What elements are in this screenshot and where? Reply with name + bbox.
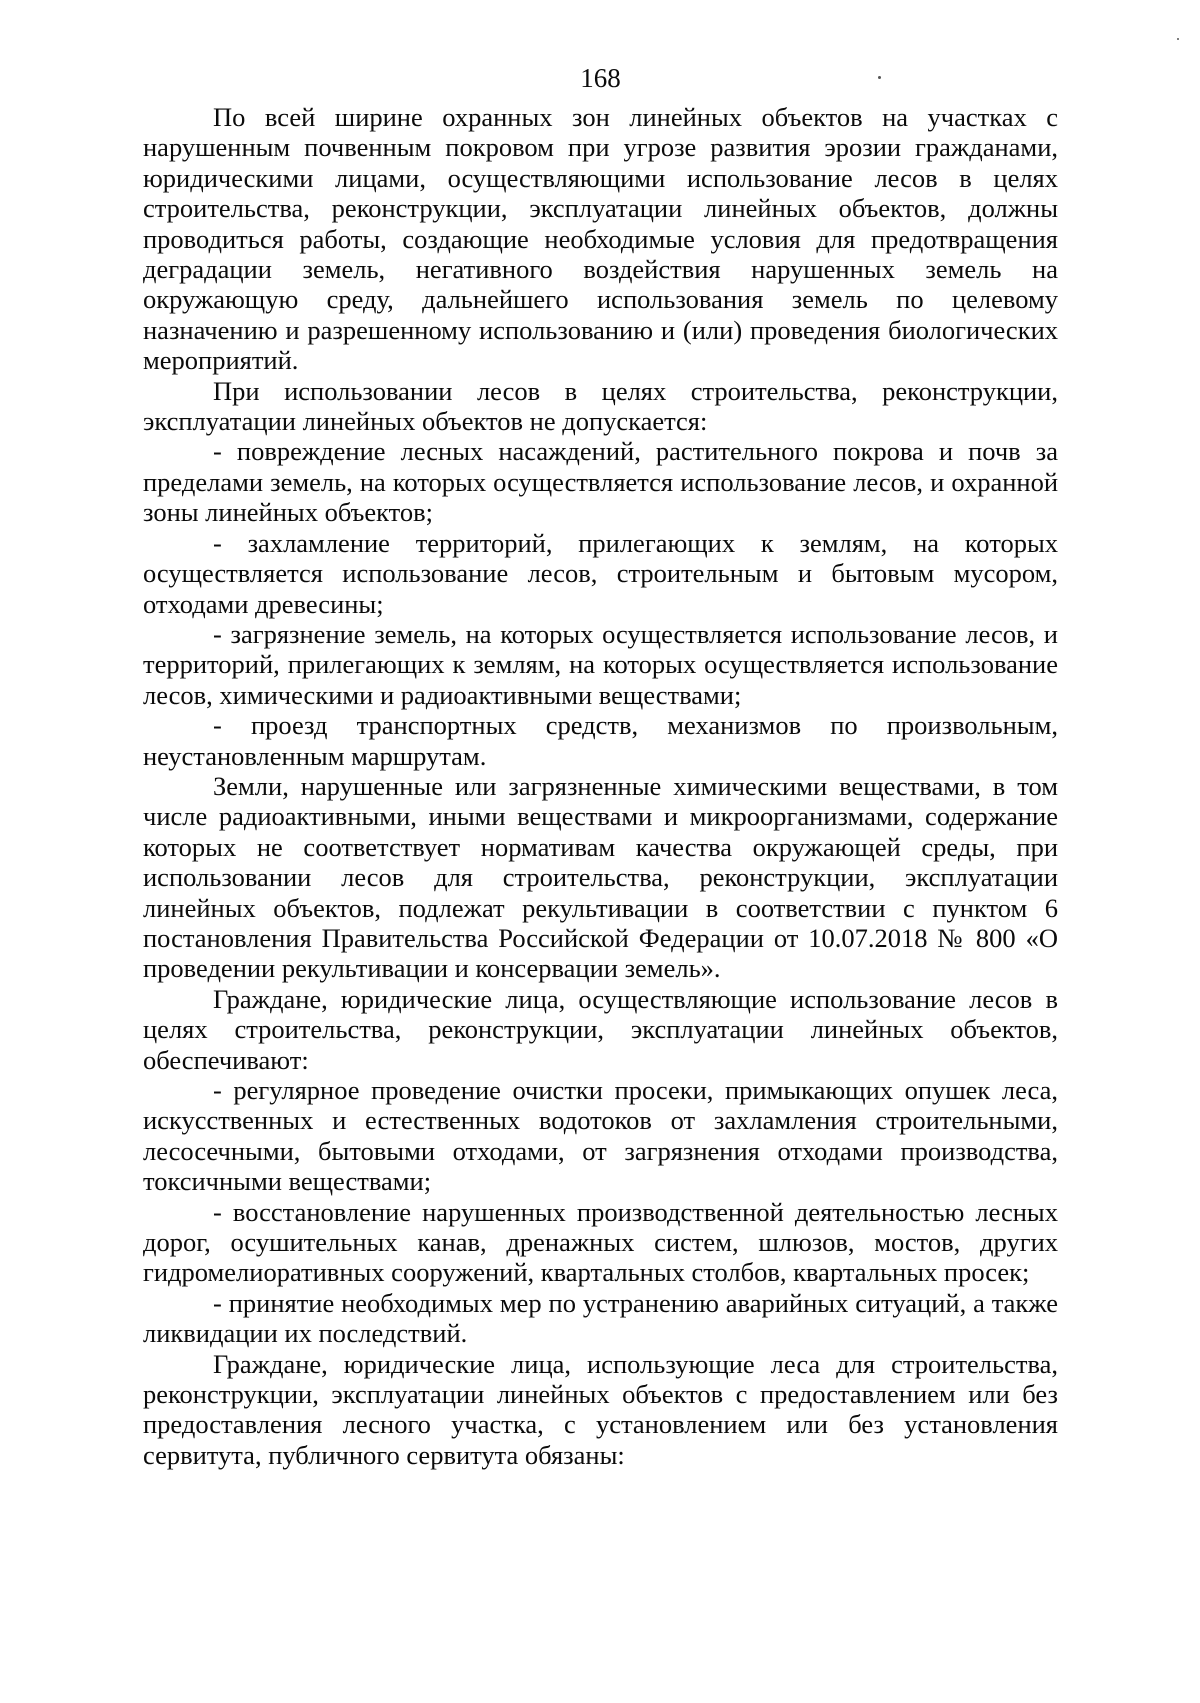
list-item-clearing-glade: - регулярное проведение очистки просеки, примыкающих опушек леса, искусственных и естественных водотоков от захламления строительными, лесосечными, бытовыми отходами, от загрязнения отходами производства, токсичными веществами;	[143, 1075, 1058, 1197]
scan-speck	[1177, 38, 1179, 40]
paragraph-obligations-intro: Граждане, юридические лица, осуществляющие использование лесов в целях строительства, реконструкции, эксплуатации линейных объектов, обеспечивают:	[143, 983, 1058, 1075]
list-item-restoration-roads: - восстановление нарушенных производственной деятельностью лесных дорог, осушительных канав, дренажных систем, шлюзов, мостов, других гидромелиоративных сооружений, квартальных столбов, квартальных просек;	[143, 1196, 1058, 1288]
document-page	[143, 62, 1058, 1470]
paragraph-protective-zone-works: По всей ширине охранных зон линейных объектов на участках с нарушенным почвенным покровом при угрозе развития эрозии гражданами, юридическими лицами, осуществляющими использование лесов в целях строительства, реконструкции, эксплуатации линейных объектов, должны проводиться работы, создающие необходимые условия для предотвращения деградации земель, негативного воздействия нарушенных земель на окружающую среду, дальнейшего использования земель по целевому назначению и разрешенному использованию и (или) проведения биологических мероприятий.	[143, 102, 1058, 376]
paragraph-duties-intro: Граждане, юридические лица, использующие леса для строительства, реконструкции, эксплуатации линейных объектов с предоставлением или без предоставления лесного участка, с установлением или без установления сервитута, публичного сервитута обязаны:	[143, 1348, 1058, 1470]
list-item-pollution-lands: - загрязнение земель, на которых осуществляется использование лесов, и территорий, прилегающих к землям, на которых осуществляется использование лесов, химическими и радиоактивными веществами;	[143, 618, 1058, 710]
paragraph-not-allowed-intro: При использовании лесов в целях строительства, реконструкции, эксплуатации линейных объектов не допускается:	[143, 375, 1058, 437]
list-item-damage-plantings: - повреждение лесных насаждений, растительного покрова и почв за пределами земель, на которых осуществляется использование лесов, и охранной зоны линейных объектов;	[143, 436, 1058, 528]
page-number: 168	[580, 63, 621, 93]
paragraph-recultivation: Земли, нарушенные или загрязненные химическими веществами, в том числе радиоактивными, иными веществами и микроорганизмами, содержание которых не соответствует нормативам качества окружающей среды, при использовании лесов для строительства, реконструкции, эксплуатации линейных объектов, подлежат рекультивации в соответствии с пунктом 6 постановления Правительства Российской Федерации от 10.07.2018 № 800 «О проведении рекультивации и консервации земель».	[143, 770, 1058, 984]
list-item-vehicle-passage: - проезд транспортных средств, механизмов по произвольным, неустановленным маршрутам.	[143, 710, 1058, 771]
list-item-emergency-measures: - принятие необходимых мер по устранению аварийных ситуаций, а также ликвидации их последствий.	[143, 1287, 1058, 1349]
list-item-littering-territories: - захламление территорий, прилегающих к землям, на которых осуществляется использование лесов, строительным и бытовым мусором, отходами древесины;	[143, 527, 1058, 619]
